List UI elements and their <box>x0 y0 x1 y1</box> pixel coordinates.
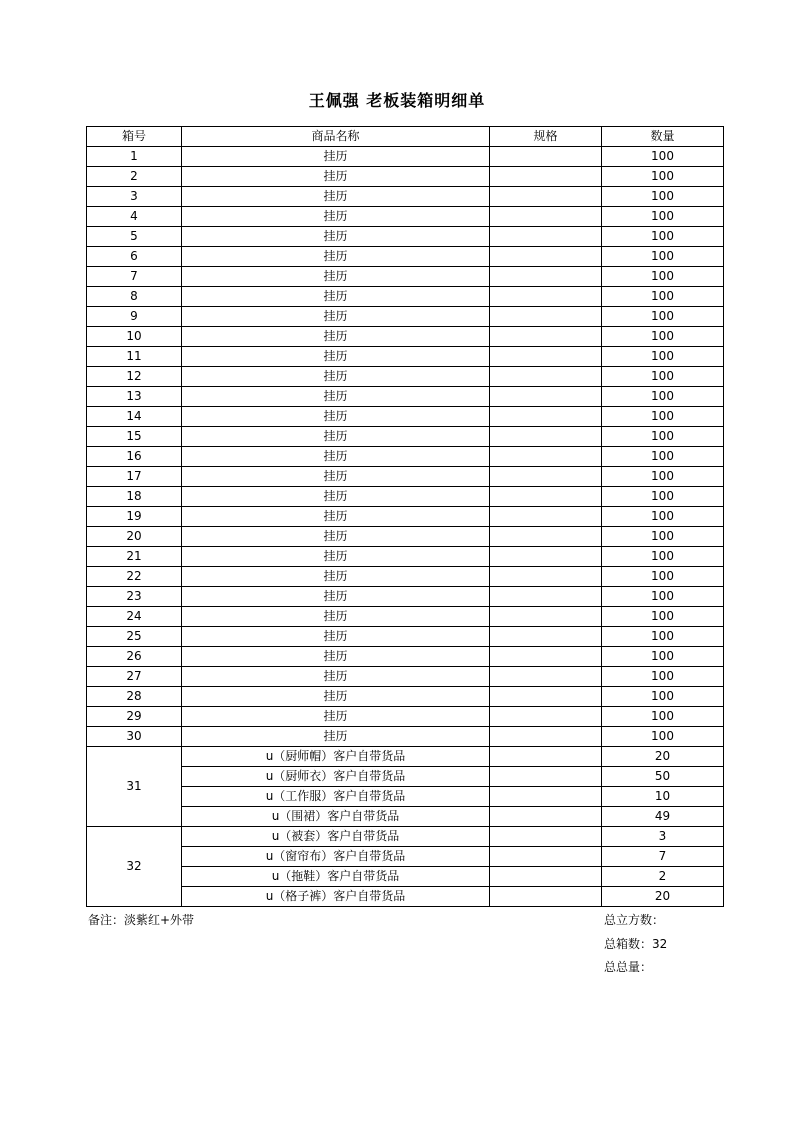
product-name-cell: 挂历 <box>182 367 490 387</box>
box-number-cell: 2 <box>87 167 182 187</box>
table-row <box>87 587 724 607</box>
summary-block <box>604 909 667 980</box>
table-row <box>87 187 724 207</box>
specification-cell <box>490 827 602 847</box>
box-number-cell: 6 <box>87 247 182 267</box>
quantity-cell: 49 <box>602 807 724 827</box>
quantity-cell: 100 <box>602 687 724 707</box>
box-number-cell: 3 <box>87 187 182 207</box>
quantity-cell: 100 <box>602 167 724 187</box>
quantity-cell: 100 <box>602 147 724 167</box>
product-name-cell: 挂历 <box>182 727 490 747</box>
table-row <box>87 767 724 787</box>
specification-cell <box>490 467 602 487</box>
quantity-cell: 100 <box>602 587 724 607</box>
box-number-cell: 31 <box>87 747 182 827</box>
specification-cell <box>490 587 602 607</box>
product-name-cell: 挂历 <box>182 507 490 527</box>
box-number-cell: 20 <box>87 527 182 547</box>
quantity-cell: 100 <box>602 307 724 327</box>
product-name-cell: 挂历 <box>182 487 490 507</box>
box-number-cell: 13 <box>87 387 182 407</box>
total-boxes-label: 总箱数：32 <box>604 936 668 951</box>
specification-cell <box>490 287 602 307</box>
product-name-cell: 挂历 <box>182 327 490 347</box>
table-row <box>87 307 724 327</box>
quantity-cell: 100 <box>602 507 724 527</box>
header-quantity: 数量 <box>602 127 724 147</box>
product-name-cell: 挂历 <box>182 307 490 327</box>
quantity-cell: 100 <box>602 527 724 547</box>
specification-cell <box>490 627 602 647</box>
table-row <box>87 267 724 287</box>
quantity-cell: 20 <box>602 887 724 907</box>
table-row <box>87 727 724 747</box>
quantity-cell: 100 <box>602 727 724 747</box>
quantity-cell: 100 <box>602 267 724 287</box>
quantity-cell: 10 <box>602 787 724 807</box>
table-row <box>87 407 724 427</box>
product-name-cell: 挂历 <box>182 567 490 587</box>
table-row <box>87 227 724 247</box>
product-name-cell: 挂历 <box>182 167 490 187</box>
table-row <box>87 667 724 687</box>
specification-cell <box>490 687 602 707</box>
table-row <box>87 807 724 827</box>
quantity-cell: 100 <box>602 407 724 427</box>
table-row <box>87 687 724 707</box>
quantity-cell: 100 <box>602 247 724 267</box>
specification-cell <box>490 307 602 327</box>
box-number-cell: 28 <box>87 687 182 707</box>
table-row <box>87 647 724 667</box>
specification-cell <box>490 787 602 807</box>
table-row <box>87 327 724 347</box>
quantity-cell: 50 <box>602 767 724 787</box>
product-name-cell: 挂历 <box>182 427 490 447</box>
product-name-cell: u（厨师帽）客户自带货品 <box>182 747 490 767</box>
quantity-cell: 100 <box>602 487 724 507</box>
table-row <box>87 487 724 507</box>
product-name-cell: 挂历 <box>182 647 490 667</box>
quantity-cell: 100 <box>602 467 724 487</box>
box-number-cell: 4 <box>87 207 182 227</box>
table-row <box>87 287 724 307</box>
product-name-cell: u（格子裤）客户自带货品 <box>182 887 490 907</box>
box-number-cell: 16 <box>87 447 182 467</box>
box-number-cell: 25 <box>87 627 182 647</box>
table-row <box>87 467 724 487</box>
specification-cell <box>490 667 602 687</box>
table-row <box>87 367 724 387</box>
specification-cell <box>490 647 602 667</box>
quantity-cell: 100 <box>602 567 724 587</box>
product-name-cell: 挂历 <box>182 687 490 707</box>
box-number-cell: 30 <box>87 727 182 747</box>
box-number-cell: 12 <box>87 367 182 387</box>
table-row <box>87 547 724 567</box>
header-box-number: 箱号 <box>87 127 182 147</box>
product-name-cell: 挂历 <box>182 187 490 207</box>
table-row <box>87 427 724 447</box>
product-name-cell: 挂历 <box>182 347 490 367</box>
product-name-cell: u（厨师衣）客户自带货品 <box>182 767 490 787</box>
specification-cell <box>490 147 602 167</box>
packing-list-table <box>86 126 724 907</box>
specification-cell <box>490 247 602 267</box>
quantity-cell: 100 <box>602 627 724 647</box>
box-number-cell: 10 <box>87 327 182 347</box>
table-row <box>87 827 724 847</box>
specification-cell <box>490 447 602 467</box>
table-row <box>87 147 724 167</box>
table-row <box>87 607 724 627</box>
box-number-cell: 26 <box>87 647 182 667</box>
specification-cell <box>490 187 602 207</box>
box-number-cell: 27 <box>87 667 182 687</box>
product-name-cell: u（窗帘布）客户自带货品 <box>182 847 490 867</box>
table-row <box>87 527 724 547</box>
box-number-cell: 32 <box>87 827 182 907</box>
table-row <box>87 567 724 587</box>
table-header-row <box>87 127 724 147</box>
quantity-cell: 100 <box>602 427 724 447</box>
box-number-cell: 7 <box>87 267 182 287</box>
specification-cell <box>490 267 602 287</box>
box-number-cell: 5 <box>87 227 182 247</box>
quantity-cell: 7 <box>602 847 724 867</box>
box-number-cell: 18 <box>87 487 182 507</box>
table-row <box>87 867 724 887</box>
header-product-name: 商品名称 <box>182 127 490 147</box>
table-row <box>87 247 724 267</box>
specification-cell <box>490 487 602 507</box>
box-number-cell: 29 <box>87 707 182 727</box>
product-name-cell: 挂历 <box>182 467 490 487</box>
table-row <box>87 787 724 807</box>
box-number-cell: 8 <box>87 287 182 307</box>
product-name-cell: 挂历 <box>182 607 490 627</box>
box-number-cell: 24 <box>87 607 182 627</box>
quantity-cell: 3 <box>602 827 724 847</box>
specification-cell <box>490 887 602 907</box>
specification-cell <box>490 327 602 347</box>
specification-cell <box>490 407 602 427</box>
table-row <box>87 847 724 867</box>
box-number-cell: 14 <box>87 407 182 427</box>
quantity-cell: 100 <box>602 447 724 467</box>
quantity-cell: 100 <box>602 707 724 727</box>
header-specification: 规格 <box>490 127 602 147</box>
quantity-cell: 100 <box>602 367 724 387</box>
specification-cell <box>490 707 602 727</box>
quantity-cell: 100 <box>602 387 724 407</box>
table-body <box>87 147 724 907</box>
specification-cell <box>490 167 602 187</box>
table-row <box>87 627 724 647</box>
table-row <box>87 347 724 367</box>
quantity-cell: 100 <box>602 547 724 567</box>
specification-cell <box>490 847 602 867</box>
box-number-cell: 15 <box>87 427 182 447</box>
total-weight-label: 总总量： <box>604 960 653 974</box>
product-name-cell: 挂历 <box>182 627 490 647</box>
product-name-cell: u（围裙）客户自带货品 <box>182 807 490 827</box>
specification-cell <box>490 547 602 567</box>
product-name-cell: 挂历 <box>182 247 490 267</box>
table-row <box>87 167 724 187</box>
specification-cell <box>490 507 602 527</box>
table-row <box>87 887 724 907</box>
page-title: 王佩强 老板装箱明细单 <box>308 91 486 110</box>
table-row <box>87 747 724 767</box>
product-name-cell: 挂历 <box>182 147 490 167</box>
specification-cell <box>490 867 602 887</box>
product-name-cell: 挂历 <box>182 707 490 727</box>
box-number-cell: 22 <box>87 567 182 587</box>
product-name-cell: 挂历 <box>182 207 490 227</box>
box-number-cell: 1 <box>87 147 182 167</box>
specification-cell <box>490 207 602 227</box>
quantity-cell: 100 <box>602 647 724 667</box>
box-number-cell: 9 <box>87 307 182 327</box>
specification-cell <box>490 807 602 827</box>
specification-cell <box>490 367 602 387</box>
specification-cell <box>490 567 602 587</box>
specification-cell <box>490 427 602 447</box>
quantity-cell: 100 <box>602 607 724 627</box>
specification-cell <box>490 527 602 547</box>
table-row <box>87 207 724 227</box>
remarks-note: 备注：淡紫红+外带 <box>88 913 195 927</box>
product-name-cell: u（工作服）客户自带货品 <box>182 787 490 807</box>
product-name-cell: u（拖鞋）客户自带货品 <box>182 867 490 887</box>
product-name-cell: 挂历 <box>182 227 490 247</box>
product-name-cell: 挂历 <box>182 547 490 567</box>
box-number-cell: 11 <box>87 347 182 367</box>
box-number-cell: 21 <box>87 547 182 567</box>
product-name-cell: u（被套）客户自带货品 <box>182 827 490 847</box>
specification-cell <box>490 747 602 767</box>
box-number-cell: 19 <box>87 507 182 527</box>
quantity-cell: 100 <box>602 327 724 347</box>
quantity-cell: 100 <box>602 347 724 367</box>
specification-cell <box>490 227 602 247</box>
specification-cell <box>490 347 602 367</box>
box-number-cell: 17 <box>87 467 182 487</box>
specification-cell <box>490 727 602 747</box>
product-name-cell: 挂历 <box>182 287 490 307</box>
product-name-cell: 挂历 <box>182 407 490 427</box>
table-row <box>87 387 724 407</box>
specification-cell <box>490 607 602 627</box>
specification-cell <box>490 767 602 787</box>
product-name-cell: 挂历 <box>182 447 490 467</box>
product-name-cell: 挂历 <box>182 387 490 407</box>
quantity-cell: 100 <box>602 667 724 687</box>
product-name-cell: 挂历 <box>182 667 490 687</box>
quantity-cell: 2 <box>602 867 724 887</box>
quantity-cell: 100 <box>602 227 724 247</box>
quantity-cell: 100 <box>602 187 724 207</box>
quantity-cell: 100 <box>602 207 724 227</box>
product-name-cell: 挂历 <box>182 527 490 547</box>
total-volume-label: 总立方数： <box>604 913 665 927</box>
quantity-cell: 100 <box>602 287 724 307</box>
product-name-cell: 挂历 <box>182 267 490 287</box>
quantity-cell: 20 <box>602 747 724 767</box>
specification-cell <box>490 387 602 407</box>
product-name-cell: 挂历 <box>182 587 490 607</box>
table-row <box>87 447 724 467</box>
table-row <box>87 507 724 527</box>
box-number-cell: 23 <box>87 587 182 607</box>
table-row <box>87 707 724 727</box>
